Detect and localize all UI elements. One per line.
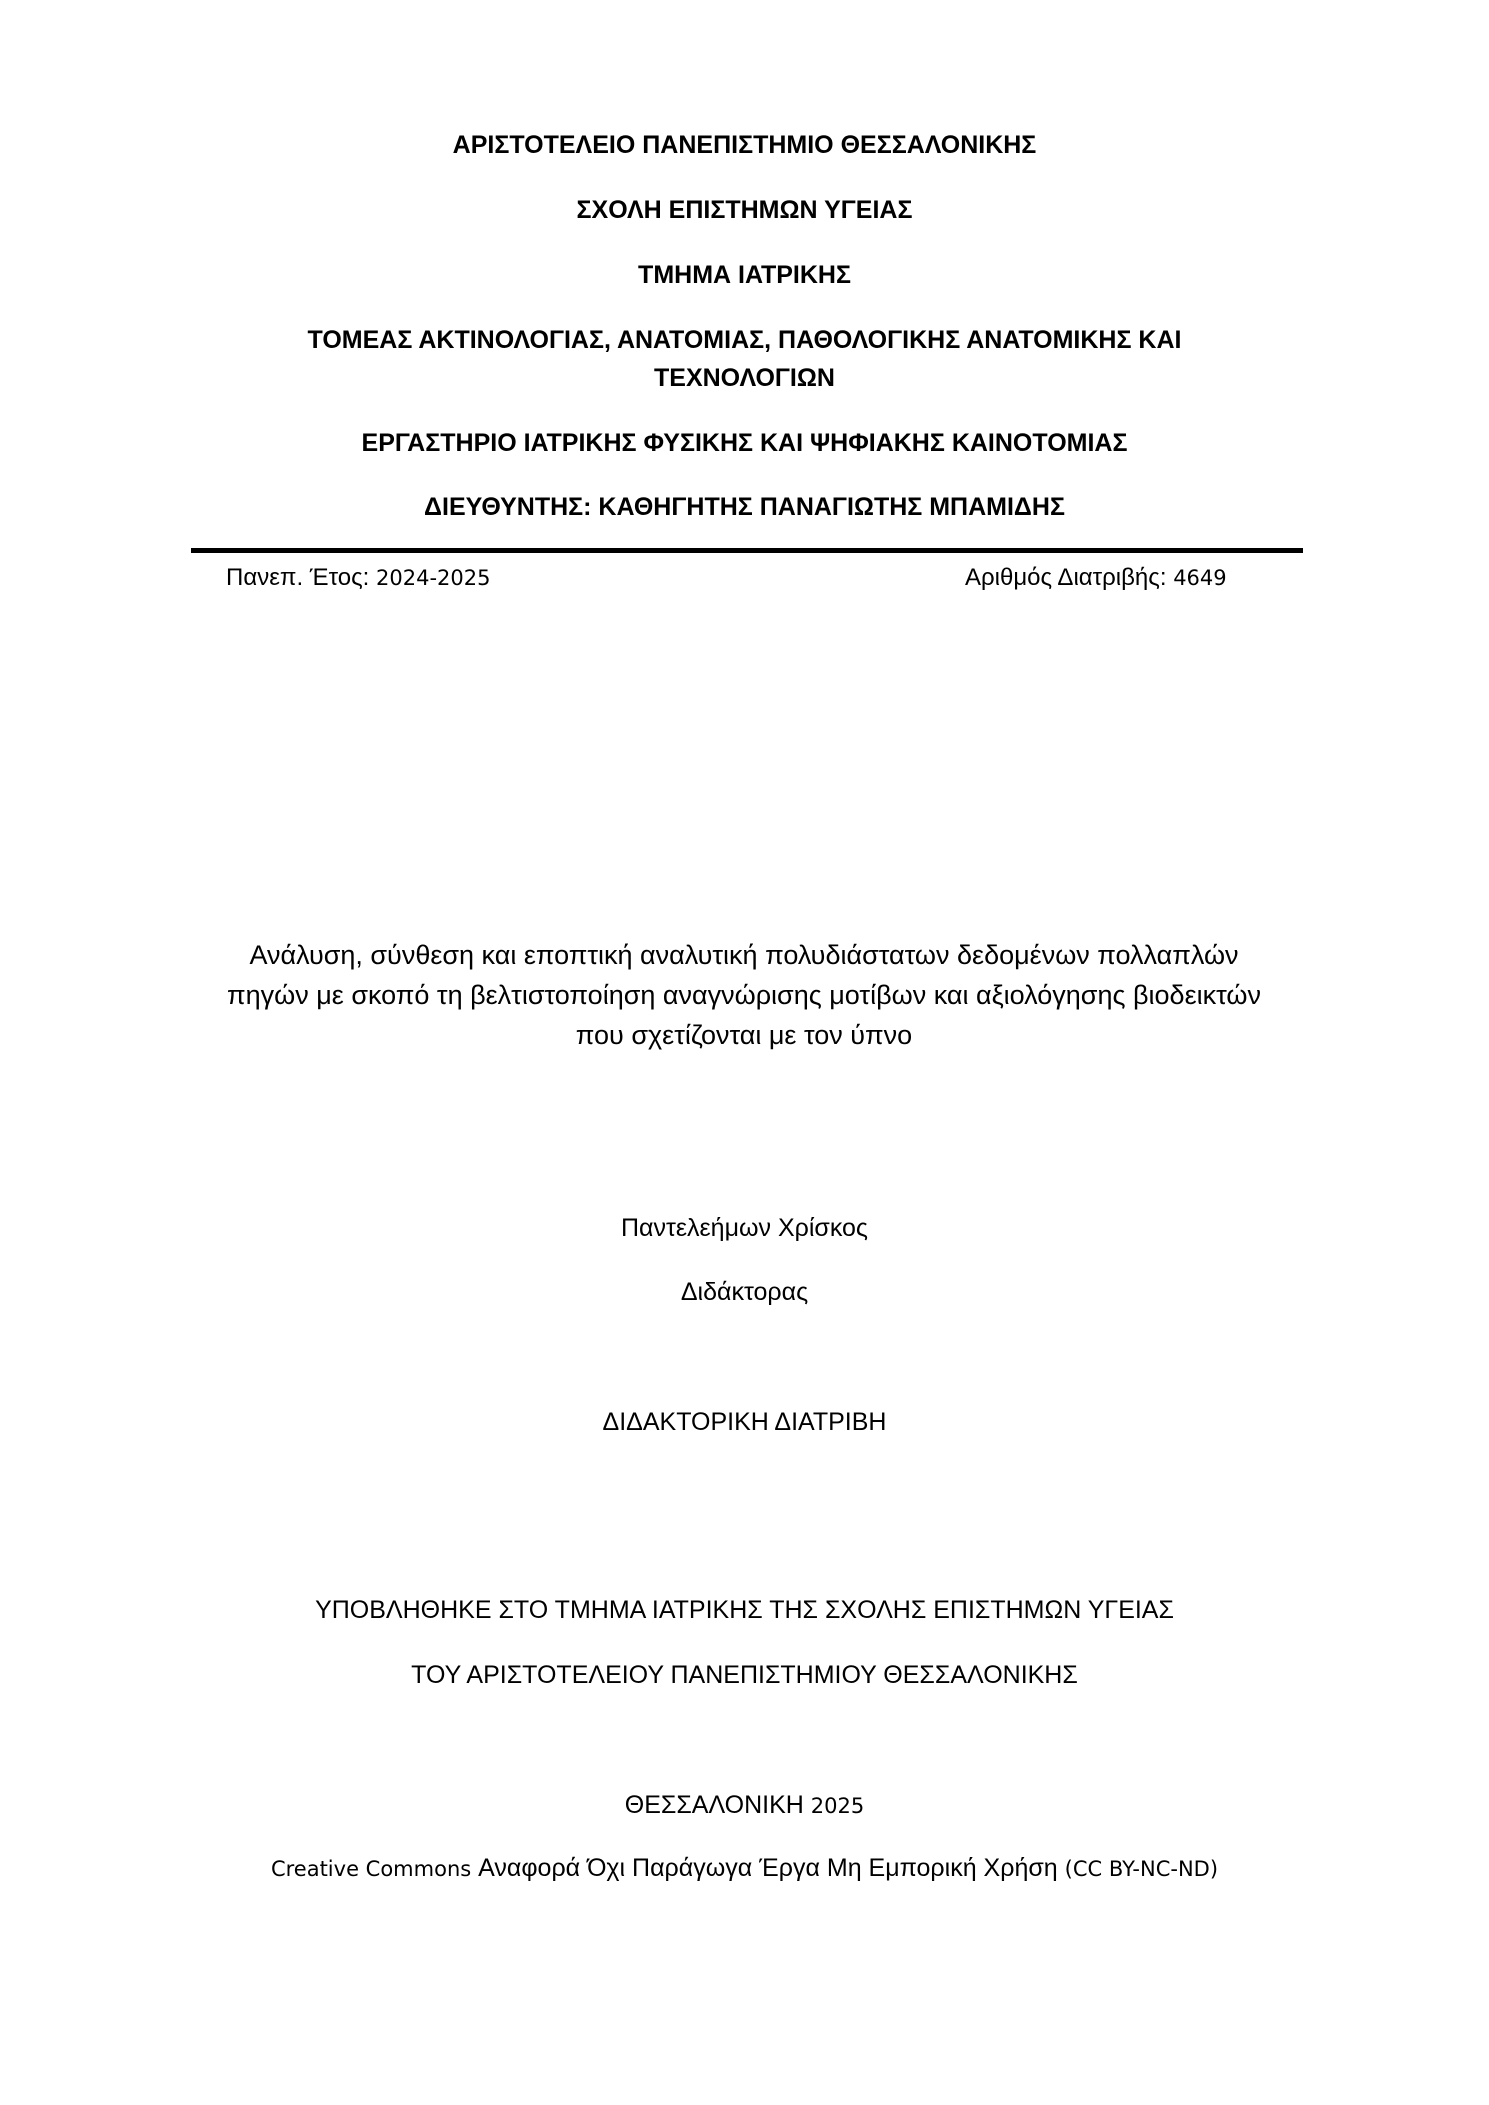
academic-year [226,562,490,594]
academic-year-label: Πανεπ. Έτος: [226,564,370,591]
sector-name-line2: ΤΕΧΝΟΛΟΓΙΩΝ [654,364,835,392]
place: ΘΕΣΣΑΛΟΝΙΚΗ [624,1791,804,1819]
header-divider [191,548,1303,553]
author-name: Παντελεήμων Χρίσκος [621,1214,868,1242]
thesis-title [224,935,1264,1055]
license-line [0,1851,1489,1886]
thesis-number-value: 4649 [1173,566,1227,590]
submission-line2: ΤΟΥ ΑΡΙΣΤΟΤΕΛΕΙΟΥ ΠΑΝΕΠΙΣΤΗΜΙΟΥ ΘΕΣΣΑΛΟΝΙΚΗΣ [411,1661,1078,1689]
sector-name-line1: ΤΟΜΕΑΣ ΑΚΤΙΝΟΛΟΓΙΑΣ, ΑΝΑΤΟΜΙΑΣ, ΠΑΘΟΛΟΓΙΚΗΣ ΑΝΑΤΟΜΙΚΗΣ ΚΑΙ [307,326,1182,354]
school-name: ΣΧΟΛΗ ΕΠΙΣΤΗΜΩΝ ΥΓΕΙΑΣ [576,196,913,224]
license-prefix: Creative Commons [270,1857,472,1881]
license-code: (CC BY-NC-ND) [1064,1857,1219,1881]
author-role: Διδάκτορας [680,1278,809,1306]
thesis-number [965,562,1227,594]
year: 2025 [810,1794,865,1818]
department-name: ΤΜΗΜΑ ΙΑΤΡΙΚΗΣ [638,261,851,289]
thesis-number-label: Αριθμός Διατριβής: [965,564,1167,591]
thesis-title-line2: πηγών με σκοπό τη βελτιστοποίηση αναγνώρισης μοτίβων και αξιολόγησης βιοδεικτών [227,980,1261,1010]
university-name: ΑΡΙΣΤΟΤΕΛΕΙΟ ΠΑΝΕΠΙΣΤΗΜΙΟ ΘΕΣΣΑΛΟΝΙΚΗΣ [452,131,1037,159]
academic-year-value: 2024-2025 [376,566,491,590]
director-line: ΔΙΕΥΘΥΝΤΗΣ: ΚΑΘΗΓΗΤΗΣ ΠΑΝΑΓΙΩΤΗΣ ΜΠΑΜΙΔΗΣ [424,493,1065,521]
laboratory-name: ΕΡΓΑΣΤΗΡΙΟ ΙΑΤΡΙΚΗΣ ΦΥΣΙΚΗΣ ΚΑΙ ΨΗΦΙΑΚΗΣ ΚΑΙΝΟΤΟΜΙΑΣ [361,429,1128,457]
submission-line1: ΥΠΟΒΛΗΘΗΚΕ ΣΤΟ ΤΜΗΜΑ ΙΑΤΡΙΚΗΣ ΤΗΣ ΣΧΟΛΗΣ ΕΠΙΣΤΗΜΩΝ ΥΓΕΙΑΣ [315,1596,1174,1624]
thesis-type: ΔΙΔΑΚΤΟΡΙΚΗ ΔΙΑΤΡΙΒΗ [602,1408,887,1436]
license-text: Αναφορά Όχι Παράγωγα Έργα Μη Εμπορική Χρήση [478,1854,1058,1882]
place-year [0,1788,1489,1823]
thesis-title-line1: Ανάλυση, σύνθεση και εποπτική αναλυτική πολυδιάστατων δεδομένων πολλαπλών [249,940,1239,970]
thesis-title-line3: που σχετίζονται με τον ύπνο [575,1020,913,1050]
